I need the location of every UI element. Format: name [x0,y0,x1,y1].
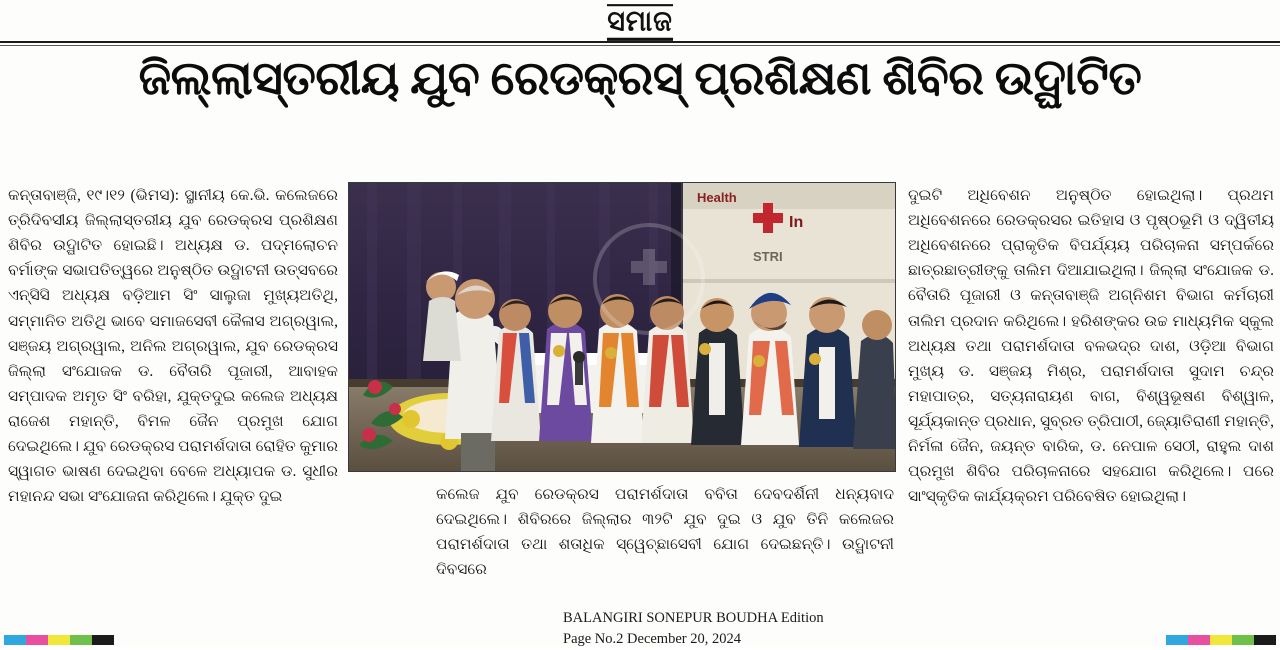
cal-swatch-yellow [48,635,70,645]
masthead [0,2,1280,42]
article-column-right [908,183,1274,511]
edition-footer [563,608,983,650]
svg-text:Health: Health [697,190,737,205]
cal-swatch-black [92,635,114,645]
cal-swatch-yellow [1210,635,1232,645]
cal-swatch-cyan [4,635,26,645]
edition-name: BALANGIRI SONEPUR BOUDHA Edition [563,610,824,626]
article-body-right: ଦୁଇଟି ଅଧିବେଶନ ଅନୁଷ୍ଠିତ ହୋଇଥିଲା। ପ୍ରଥମ ଅଧିବେଶନରେ ରେଡକ୍ରସର ଇତିହାସ ଓ ପୃଷ୍ଠଭୂମି ଓ ଦ୍ୱିତୀୟ ଅଧିବେଶନରେ ପ୍ରାକୃତିକ ବିପର୍ଯ୍ୟୟ ପରିଚାଳନା ସମ୍ପର୍କରେ ଛାତ୍ରଛାତ୍ରୀଙ୍କୁ ତାଲିମ ଦିଆଯାଇଥିଲା। ଜିଲ୍ଲା ସଂଯୋଜକ ଡ. ବୈତାରି ପୂଜାରୀ ଓ କନ୍ତାବାଞ୍ଜି ଅଗ୍ନିଶମ ବିଭାଗ କର୍ମଚାରୀ ତାଲିମ ପ୍ରଦାନ କରିଥିଲେ। ହରିଶଙ୍କର ଉଚ୍ଚ ମାଧ୍ୟମିକ ସ୍କୁଲ ଅଧ୍ୟକ୍ଷ ତଥା ପରାମର୍ଶଦାତା ବଳଭଦ୍ର ଦାଶ, ଓଡ଼ିଆ ବିଭାଗ ମୁଖ୍ୟ ଡ. ସଞ୍ଜୟ ମିଶ୍ର, ପରାମର୍ଶଦାତା ସୁଦାମ ଚନ୍ଦ୍ର ମହାପାତ୍ର, ସତ୍ୟନାରାୟଣ ବାଗ, ବିଶ୍ୱଭୂଷଣ ବିଶ୍ୱାଳ, ସୂର୍ଯ୍ୟକାନ୍ତ ପ୍ରଧାନ, ସୁବ୍ରତ ତ୍ରିପାଠୀ, ଜ୍ୟୋତିରାଣୀ ମହାନ୍ତି, ନିର୍ମଳା ଜୈନ, ଜୟନ୍ତ ବାରିକ, ଡ. ନେପାଳ ସେଠୀ, ରାହୁଲ ଦାଶ ପ୍ରମୁଖ ଶିବିର ପରିଚାଳନାରେ ସହଯୋଗ କରିଥିଲେ। ପରେ ସାଂସ୍କୃତିକ କାର୍ଯ୍ୟକ୍ରମ ପରିବେଷିତ ହୋଇଥିଲା। [908,187,1274,506]
article-column-bottom [436,482,894,584]
cal-swatch-green [1232,635,1254,645]
cal-swatch-magenta [1188,635,1210,645]
masthead-title: ସମାଜ [607,4,673,41]
masthead-rule-primary [0,41,1280,43]
cal-swatch-cyan [1166,635,1188,645]
article-column-left [8,183,338,511]
svg-text:STRI: STRI [753,249,783,264]
color-calibration-left [4,635,114,645]
edition-page-date: Page No.2 December 20, 2024 [563,631,741,648]
article-headline: ଜିଲ୍ଲାସ୍ତରୀୟ ଯୁବ ରେଡକ୍ରସ୍ ପ୍ରଶିକ୍ଷଣ ଶିବିର ଉଦ୍ଘାଟିତ [138,53,1142,105]
article-body-bottom: କଲେଜ ଯୁବ ରେଡକ୍ରସ ପରାମର୍ଶଦାତା ବବିତା ଦେବଦର୍ଶିନୀ ଧନ୍ୟବାଦ ଦେଇଥିଲେ। ଶିବିରରେ ଜିଲ୍ଲାର ୩୨ଟି ଯୁବ ଦୁଇ ଓ ଯୁବ ତିନି କଲେଜର ପରାମର୍ଶଦାତା ତଥା ଶତାଧିକ ସ୍ୱେଚ୍ଛାସେବୀ ଯୋଗ ଦେଇଛନ୍ତି। ଉଦ୍ଘାଟନୀ ଦିବସରେ [436,486,894,579]
article-body-left: କନ୍ତାବାଞ୍ଜି, ୧୯।୧୨ (ଭିମସ): ସ୍ଥାନୀୟ କେ.ଭି. କଲେଜରେ ତ୍ରିଦିବସୀୟ ଜିଲ୍ଲାସ୍ତରୀୟ ଯୁବ ରେଡକ୍ରସ ପ୍ରଶିକ୍ଷଣ ଶିବିର ଉଦ୍ଘାଟିତ ହୋଇଛି। ଅଧ୍ୟକ୍ଷ ଡ. ପଦ୍ମଲୋଚନ ବର୍ମାଙ୍କ ସଭାପତିତ୍ୱରେ ଅନୁଷ୍ଠିତ ଉଦ୍ଘାଟନୀ ଉତ୍ସବରେ ଏନ୍‌ସିସି ଅଧ୍ୟକ୍ଷ ବଡ଼ିଆମ ସିଂ ସାଲୁଜା ମୁଖ୍ୟଅତିଥି, ସମ୍ମାନିତ ଅତିଥି ଭାବେ ସମାଜସେବୀ କୈଳାସ ଅଗ୍ରୱାଲ, ସଞ୍ଜୟ ଅଗ୍ରୱାଲ, ଅନିଲ ଅଗ୍ରୱାଲ, ଯୁବ ରେଡକ୍ରସ ଜିଲ୍ଲା ସଂଯୋଜକ ଡ. ବୈତାରି ପୂଜାରୀ, ଆବାହକ ସମ୍ପାଦକ ଅମୃତ ସିଂ ବରିହା, ଯୁକ୍ତଦୁଇ କଲେଜ ଅଧ୍ୟକ୍ଷ ରାଜେଶ ମହାନ୍ତି, ବିମଳ ଜୈନ ପ୍ରମୁଖ ଯୋଗ ଦେଇଥିଲେ। ଯୁବ ରେଡକ୍ରସ ପରାମର୍ଶଦାତା ରୋହିତ କୁମାର ସ୍ୱାଗତ ଭାଷଣ ଦେଇଥିବା ବେଳେ ଅଧ୍ୟାପକ ଡ. ସୁଧୀର ମହାନନ୍ଦ ସଭା ସଂଯୋଜନା କରିଥିଲେ। ଯୁକ୍ତ ଦୁଇ [8,187,338,506]
article-photo [348,182,896,472]
cal-swatch-magenta [26,635,48,645]
cal-swatch-black [1254,635,1276,645]
photo-illustration [349,183,895,471]
cal-swatch-green [70,635,92,645]
color-calibration-right [1166,635,1276,645]
svg-text:In: In [789,214,804,231]
masthead-rule-secondary [0,45,1280,46]
